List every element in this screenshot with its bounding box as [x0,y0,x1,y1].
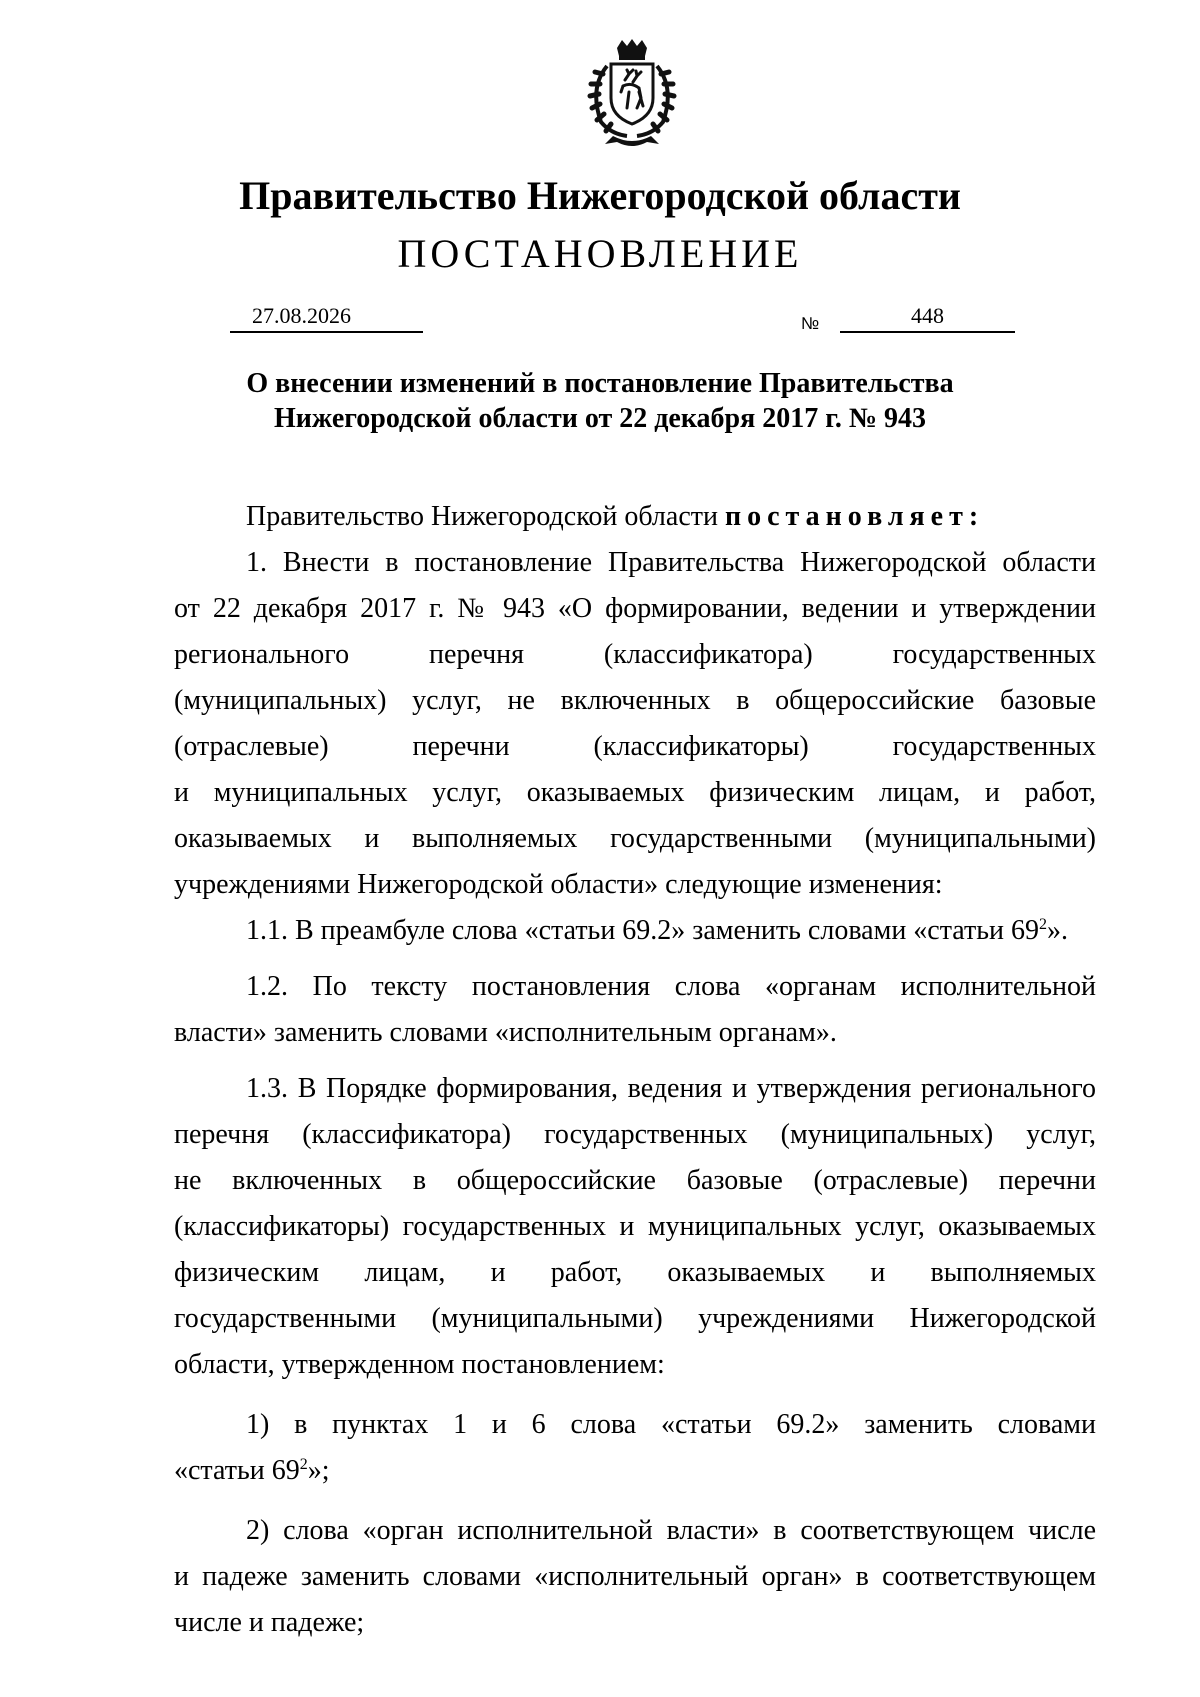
paragraph-line: физическим лицам, и работ, оказываемых и выполняемых [174,1257,1096,1288]
document-subject [0,366,1200,436]
number-sign: № [801,314,820,333]
paragraph-line: власти» заменить словами «исполнительным органам». [174,1017,837,1048]
paragraph-line: области, утвержденном постановлением: [174,1349,665,1380]
paragraph-1-1 [174,908,1096,954]
paragraph-1 [174,540,1096,908]
subject-line: О внесении изменений в постановление Правительства [246,368,954,399]
list-item-2 [174,1508,1096,1646]
paragraph-1-2 [174,964,1096,1056]
paragraph-line: от 22 декабря 2017 г. № 943 «О формировании, ведении и утверждении [174,593,1096,624]
document-date-field [230,303,423,333]
paragraph-line: перечня (классификатора) государственных (муниципальных) услуг, [174,1119,1096,1150]
paragraph-line: и падеже заменить словами «исполнительный орган» в соответствующем [174,1561,1096,1592]
document-body [174,494,1096,1646]
superscript: 2 [1039,916,1047,933]
superscript: 2 [299,1456,308,1473]
organization-title: Правительство Нижегородской области [239,173,961,218]
document-date: 27.08.2026 [252,303,351,328]
paragraph-line: учреждениями Нижегородской области» следующие изменения: [174,869,943,900]
preamble-keyword: постановляет: [724,501,985,532]
list-item-1 [174,1402,1096,1494]
paragraph-line: (муниципальных) услуг, не включенных в общероссийские базовые [174,685,1096,716]
preamble-text: Правительство Нижегородской области [246,501,725,532]
document-number: 448 [840,303,1015,333]
paragraph-text: »; [307,1455,330,1486]
preamble [174,494,1096,540]
paragraph-line: числе и падеже; [174,1607,365,1638]
paragraph-line: регионального перечня (классификатора) государственных [174,639,1096,670]
document-type: ПОСТАНОВЛЕНИЕ [397,231,803,276]
coat-of-arms-emblem [567,36,697,151]
paragraph-line: 1) в пунктах 1 и 6 слова «статьи 69.2» заменить словами [246,1409,1096,1440]
paragraph-line: оказываемых и выполняемых государственными (муниципальными) [174,823,1096,854]
paragraph-line [174,1448,1096,1494]
paragraph-line: 1.2. По тексту постановления слова «органам исполнительной [246,971,1096,1002]
paragraph-line: 1. Внести в постановление Правительства Нижегородской области [246,547,1096,578]
paragraph-text: 1.1. В преамбуле слова «статьи 69.2» заменить словами «статьи 69 [246,915,1039,946]
paragraph-line: 1.3. В Порядке формирования, ведения и утверждения регионального [246,1073,1096,1104]
paragraph-1-3 [174,1066,1096,1388]
paragraph-text: «статьи 69 [174,1455,300,1486]
paragraph-line: не включенных в общероссийские базовые (отраслевые) перечни [174,1165,1096,1196]
paragraph-line: государственными (муниципальными) учреждениями Нижегородской [174,1303,1096,1334]
paragraph-line: и муниципальных услуг, оказываемых физическим лицам, и работ, [174,777,1096,808]
paragraph-line: (отраслевые) перечни (классификаторы) государственных [174,731,1096,762]
subject-line: Нижегородской области от 22 декабря 2017 г. № 943 [274,403,926,434]
paragraph-line: 2) слова «орган исполнительной власти» в соответствующем числе [246,1515,1096,1546]
paragraph-line: (классификаторы) государственных и муниципальных услуг, оказываемых [174,1211,1096,1242]
paragraph-text: ». [1047,915,1068,946]
